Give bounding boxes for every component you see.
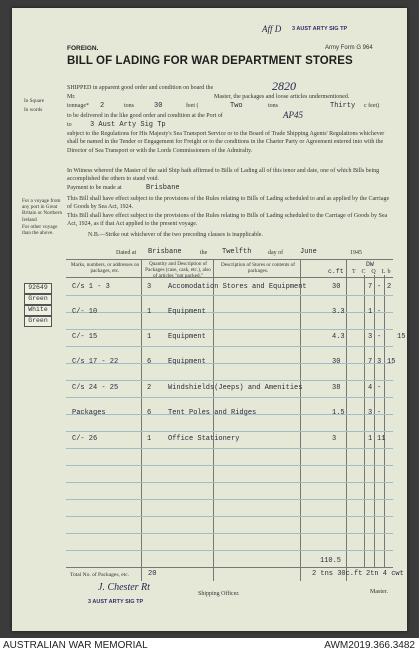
margin-note-words: In words bbox=[24, 107, 43, 113]
tons-label-2: tons bbox=[268, 103, 279, 109]
day-value: Twelfth bbox=[222, 248, 252, 256]
row-marks: C/s 24 - 25 bbox=[72, 384, 119, 392]
column-divider bbox=[374, 275, 375, 567]
column-divider bbox=[364, 275, 365, 567]
row-quantity: 1 bbox=[147, 308, 152, 316]
dated-place: Brisbane bbox=[148, 248, 182, 256]
stamp-colour: White bbox=[24, 305, 52, 316]
row-cwt: - bbox=[377, 333, 382, 341]
master-label: Master. bbox=[370, 589, 388, 595]
row-quantity: 2 bbox=[147, 384, 152, 392]
tons-label: tons bbox=[124, 103, 135, 109]
ruled-line bbox=[66, 465, 393, 466]
row-marks: C/s 1 - 3 bbox=[72, 283, 110, 291]
ship-number: 2820 bbox=[272, 79, 296, 93]
footer-credit: AUSTRALIAN WAR MEMORIAL bbox=[3, 640, 148, 651]
the-label: the bbox=[200, 250, 208, 256]
row-quantity: 6 bbox=[147, 358, 152, 366]
ruled-line bbox=[66, 346, 393, 347]
total-cft: 110.5 bbox=[320, 557, 342, 565]
stamp-colour: Green bbox=[24, 294, 52, 305]
footer-accession: AWM2019.366.3482 bbox=[324, 640, 415, 651]
document-title: BILL OF LADING FOR WAR DEPARTMENT STORES bbox=[67, 55, 353, 67]
rules-paragraph-2: This Bill shall have effect subject to the provisions of the Rules relating to Bills of Lading scheduled to the Carriage of Goods by Sea Act, 1924, as if that Act applied to the present voyage. bbox=[67, 213, 388, 228]
margin-note-voyage-uk: For a voyage from any port in Great Britain or Northern Ireland bbox=[22, 198, 63, 223]
ruled-line bbox=[66, 448, 393, 449]
ruled-line bbox=[66, 329, 393, 330]
row-quantity: 1 bbox=[147, 333, 152, 341]
row-qtr: 15 bbox=[387, 358, 396, 366]
row-quantity: 6 bbox=[147, 409, 152, 417]
ruled-line bbox=[66, 550, 393, 551]
row-description: Accomodation Stores and Equipment bbox=[168, 283, 307, 291]
rules-paragraph-1: This Bill shall have effect subject to the provisions of the Rules relating to Bills of Lading scheduled to and as applied by the Carriage of Goods by Sea Act, 1924. bbox=[67, 196, 390, 211]
row-tons: 1 bbox=[368, 435, 373, 443]
year: 1945 bbox=[350, 250, 362, 256]
row-qtr: 2 bbox=[387, 283, 392, 291]
ruled-line bbox=[66, 380, 393, 381]
month-value: June bbox=[300, 248, 317, 256]
shipping-officer-label: Shipping Officer. bbox=[198, 591, 240, 597]
port-name: AP45 bbox=[283, 110, 303, 120]
row-cwt: - bbox=[377, 308, 382, 316]
ruled-line bbox=[66, 499, 393, 500]
row-cft: 1.5 bbox=[332, 409, 345, 417]
payment-label: Payment to be made at bbox=[67, 185, 122, 191]
row-cwt: 11 bbox=[377, 435, 386, 443]
total-packages: 20 bbox=[148, 570, 157, 578]
signature: J. Chester Rt bbox=[98, 582, 150, 593]
header-quantity: Quantity and Description of Packages (case, cask, etc.), also of articles "not packed." bbox=[145, 261, 211, 280]
header-marks: Marks, numbers, or addresses on packages, etc. bbox=[70, 262, 140, 275]
strike-out-note: N.B.—Strike out whichever of the two preceding clauses is inapplicable. bbox=[88, 232, 263, 238]
row-quantity: 3 bbox=[147, 283, 152, 291]
row-lb: 15 bbox=[397, 333, 406, 341]
row-cft: 30 bbox=[332, 358, 341, 366]
total-label: Total No. of Packages, etc. bbox=[70, 572, 130, 578]
feet-value: 30 bbox=[154, 102, 163, 110]
header-cft: c.ft bbox=[328, 268, 344, 275]
row-description: Office Stationery bbox=[168, 435, 240, 443]
stamp-serial: 92649 bbox=[24, 283, 52, 294]
ruled-line bbox=[66, 431, 393, 432]
row-marks: Packages bbox=[72, 409, 106, 417]
header-dw: DW bbox=[366, 261, 374, 268]
row-marks: C/s 17 - 22 bbox=[72, 358, 119, 366]
row-tons: 3 bbox=[368, 409, 373, 417]
table-bottom-rule bbox=[66, 567, 393, 568]
row-tons: 1 bbox=[368, 308, 373, 316]
header-description: Description of Stores or contents of packages. bbox=[221, 262, 295, 275]
unit-stamp-bottom: 3 AUST ARTY SIG TP bbox=[88, 599, 144, 605]
feet-words: Thirty bbox=[330, 102, 356, 110]
army-form-number: Army Form G 964 bbox=[325, 45, 373, 51]
shipped-line: SHIPPED in apparent good order and condition on board the bbox=[67, 85, 214, 91]
table-top-rule bbox=[66, 259, 393, 260]
day-of-label: day of bbox=[268, 250, 284, 256]
dated-at-label: Dated at bbox=[116, 250, 137, 256]
margin-note-voyage-other: For other voyage than the above. bbox=[22, 224, 58, 237]
table-header-rule bbox=[66, 277, 393, 278]
ruled-line bbox=[66, 516, 393, 517]
footer bbox=[0, 638, 419, 653]
row-cft: 38 bbox=[332, 384, 341, 392]
ruled-line bbox=[66, 295, 393, 296]
consignee: 3 Aust Arty Sig Tp bbox=[90, 121, 166, 129]
row-cwt: - bbox=[377, 283, 382, 291]
unit-stamp-top: 3 AUST ARTY SIG TP bbox=[292, 26, 348, 32]
row-marks: C/- 26 bbox=[72, 435, 98, 443]
feet-label: feet ( bbox=[186, 103, 199, 109]
master-line: Master, the packages and loose articles undermentioned. bbox=[214, 94, 350, 100]
row-cft: 4.3 bbox=[332, 333, 345, 341]
ruled-line bbox=[66, 533, 393, 534]
to-label: to bbox=[67, 122, 72, 128]
row-quantity: 1 bbox=[147, 435, 152, 443]
mr-label: Mr. bbox=[67, 94, 76, 100]
payment-place: Brisbane bbox=[146, 184, 180, 192]
row-cft: 30 bbox=[332, 283, 341, 291]
ruled-line bbox=[66, 397, 393, 398]
column-divider bbox=[384, 275, 385, 567]
row-tons: 7 bbox=[368, 358, 373, 366]
margin-note-square: In Square bbox=[24, 98, 45, 104]
foreign-label: FOREIGN. bbox=[67, 45, 99, 52]
row-description: Windshields(Jeeps) and Amenities bbox=[168, 384, 303, 392]
row-cft: 3.3 bbox=[332, 308, 345, 316]
row-cft: 3 bbox=[332, 435, 337, 443]
row-description: Equipment bbox=[168, 358, 206, 366]
row-cwt: - bbox=[377, 384, 382, 392]
row-marks: C/- 15 bbox=[72, 333, 98, 341]
header-weight: T C Q Lb bbox=[352, 269, 393, 275]
row-tons: 4 bbox=[368, 384, 373, 392]
regulations-paragraph: subject to the Regulations for His Majesty's Sea Transport Service or to the Board of Trade Shipping Agents' Regulations whichever shall be named in the Tender or Engagement for Freight or to the conditions in the Charter Party or Agreement entered into with the Director of Sea Transport or with the Lords Commissioners of the Admiralty. bbox=[67, 131, 385, 154]
tonnage-label: tonnage* bbox=[67, 103, 89, 109]
handwritten-ref: Aff D bbox=[262, 24, 282, 34]
ruled-line bbox=[66, 482, 393, 483]
row-cwt: 3 bbox=[377, 358, 382, 366]
feet-label-2: c feet) bbox=[364, 103, 380, 109]
row-description: Tent Poles and Ridges bbox=[168, 409, 257, 417]
delivered-line: to be delivered in the like good order and condition at the Port of bbox=[67, 113, 223, 119]
total-weight: 2tn 4 cwt bbox=[366, 570, 404, 578]
tonnage-value: 2 bbox=[100, 102, 105, 110]
stamp-colour: Green bbox=[24, 316, 52, 327]
row-tons: 7 bbox=[368, 283, 373, 291]
witness-paragraph: In Witness whereof the Master of the said Ship hath affirmed to Bills of Lading all of this tenor and date, one of which Bills being accomplished the others to stand void. bbox=[67, 168, 380, 183]
row-marks: C/- 10 bbox=[72, 308, 98, 316]
tons-words: Two bbox=[230, 102, 243, 110]
row-description: Equipment bbox=[168, 308, 206, 316]
row-tons: 3 bbox=[368, 333, 373, 341]
total-volume: 2 tns 30c.ft bbox=[312, 570, 363, 578]
row-description: Equipment bbox=[168, 333, 206, 341]
row-cwt: - bbox=[377, 409, 382, 417]
